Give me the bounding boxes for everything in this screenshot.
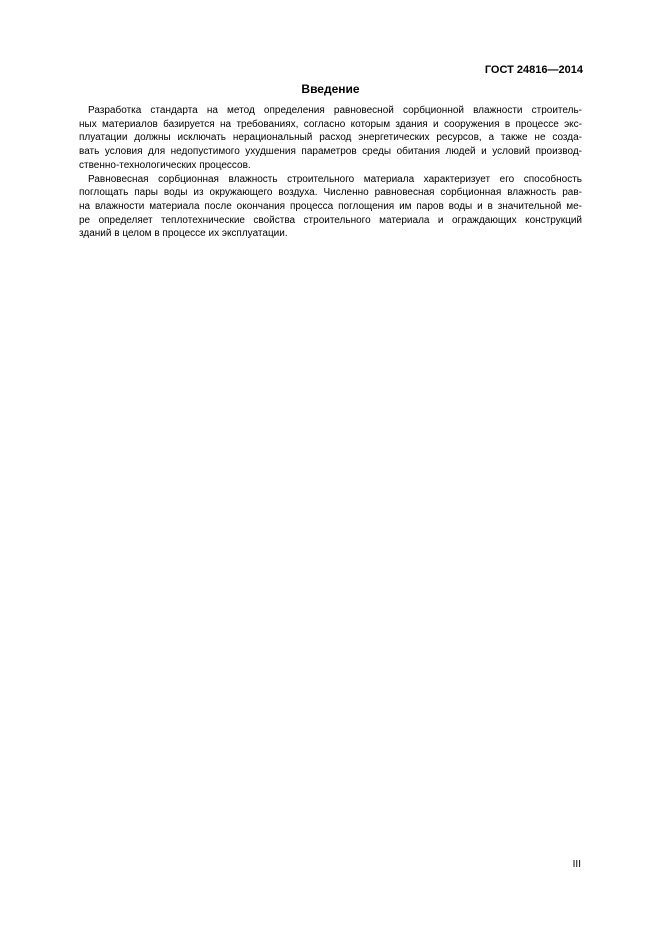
- text-line: на влажности материала после окончания процесса поглощения им паров воды и в значительной ме-: [79, 200, 582, 212]
- text-line: плуатации должны исключать нерациональный расход энергетических ресурсов, а также не созда-: [79, 132, 582, 144]
- text-line: зданий в целом в процессе их эксплуатации.: [79, 228, 288, 240]
- text-line: ных материалов базируется на требованиях, согласно которым здания и сооружения в процессе экс-: [79, 118, 582, 130]
- text-line: вать условия для недопустимого ухудшения параметров среды обитания людей и условий производ-: [79, 146, 582, 158]
- text-line: Равновесная сорбционная влажность строительного материала характеризует его способность: [88, 173, 582, 185]
- text-line: ственно-технологических процессов.: [79, 159, 251, 171]
- text-line: поглощать пары воды из окружающего воздуха. Численно равновесная сорбционная влажность рав-: [79, 187, 582, 199]
- body-text: [79, 104, 582, 241]
- paragraph: [79, 104, 582, 173]
- page-number: III: [572, 859, 581, 870]
- text-line: ре определяет теплотехнические свойства строительного материала и ограждающих конструкций: [79, 214, 582, 226]
- text-line: Разработка стандарта на метод определения равновесной сорбционной влажности строитель-: [88, 105, 582, 116]
- document-code: ГОСТ 24816—2014: [484, 64, 583, 76]
- paragraph: [79, 173, 582, 242]
- section-title: Введение: [301, 82, 360, 96]
